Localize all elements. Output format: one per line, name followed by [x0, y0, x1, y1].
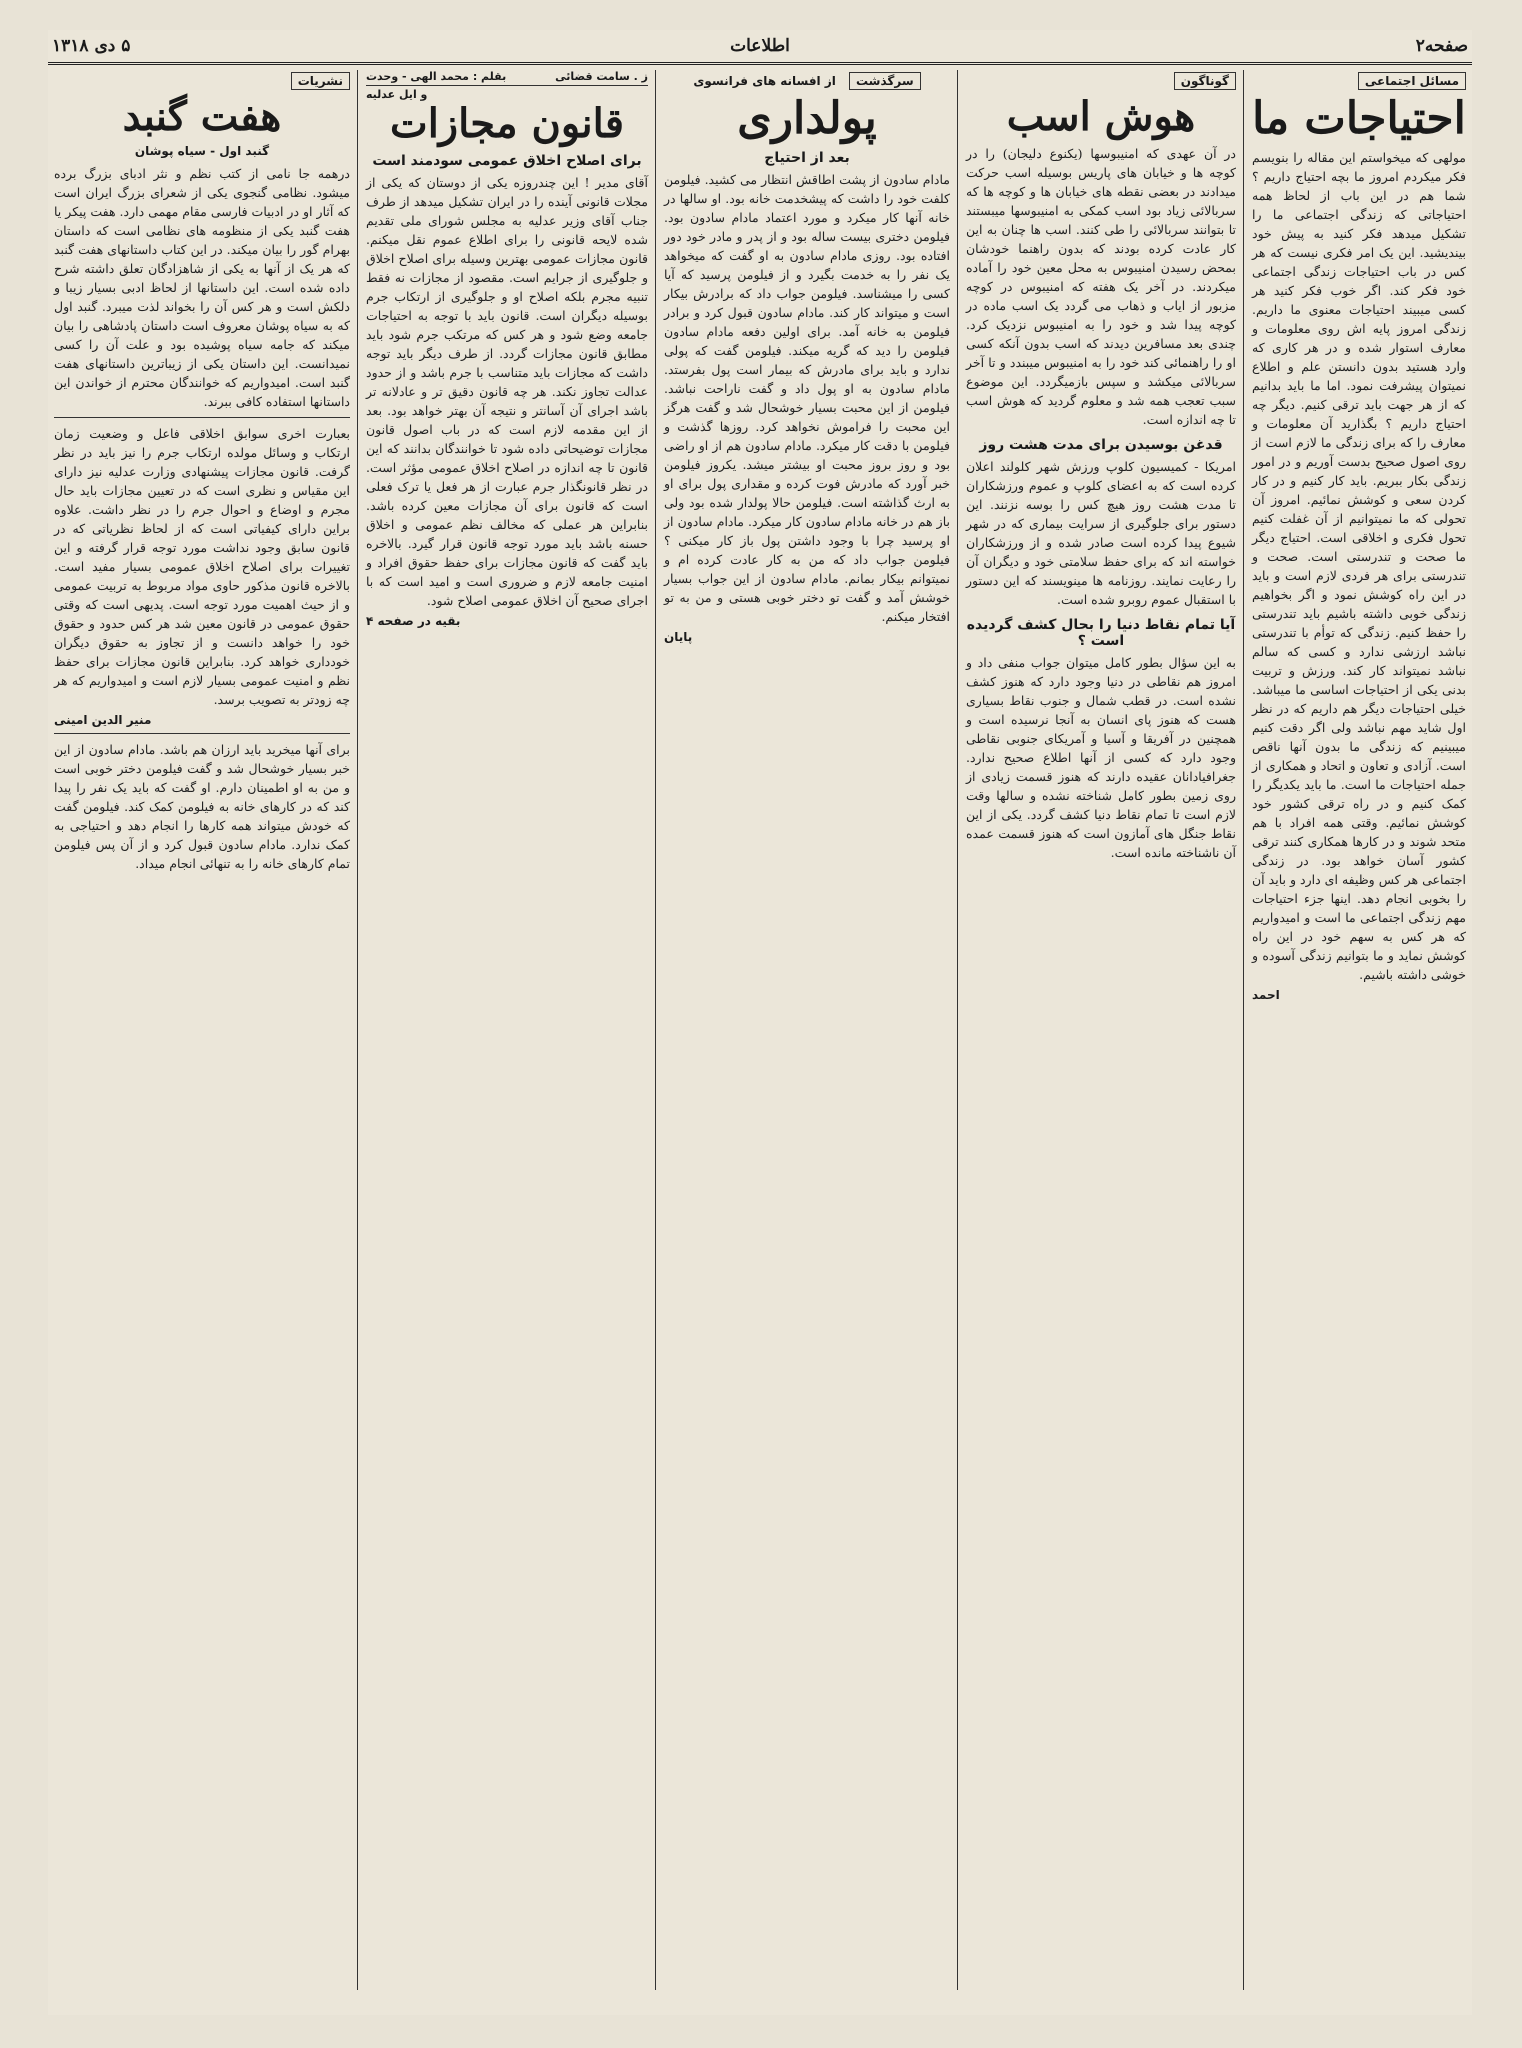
column-publications	[48, 70, 356, 1990]
article-headline: احتیاجات ما	[1252, 93, 1466, 144]
article-signature: منیر الدین امینی	[54, 713, 152, 727]
article-subhead: برای اصلاح اخلاق عمومی سودمند است	[372, 153, 642, 169]
article-headline: پولداری	[737, 93, 877, 144]
column-penal-code	[360, 70, 654, 1990]
article-footer: پایان	[664, 630, 693, 645]
article-body: آقای مدیر ! این چندروزه یکی از دوستان که یکی از مجلات قانونی آینده را در ایران تشکیل میدهد از طرف جناب آقای وزیر عدلیه به مجلس شورای ملی تقدیم شده لایحه قانونی را برای اطلاع عموم نقل میکنم. قانون مجازات عمومی بهترین وسیله برای اصلاح اخلاق و جلوگیری از جرایم است. مقصود از مجازات نه فقط تنبیه مجرم بلکه اصلاح او و جلوگیری از ارتکاب جرم بوسیله دیگران است. قانون باید با توجه به احتیاجات جامعه وضع شود و هر کس که مرتکب جرم شود باید مطابق قانون مجازات گردد. از طرف دیگر باید توجه داشت که مجازات باید متناسب با جرم باشد و از حدود عدالت تجاوز نکند. هر چه قانون دقیق تر و عادلانه تر باشد اجرای آن آسانتر و نتیجه آن بهتر خواهد بود. بعد از این مقدمه لازم است که در باب اصول قانون مجازات توضیحاتی داده شود تا خوانندگان بدانند که این قانون تا چه اندازه در اصلاح اخلاق عمومی مؤثر است. در نظر قانونگذار جرم عبارت از هر فعل یا ترک فعلی است که قانون برای آن مجازات معین کرده باشد. بنابراین هر عملی که مخالف نظم عمومی و اخلاق حسنه باشد باید مورد توجه قانون قرار گیرد. بالاخره باید گفت که قانون مجازات برای حفظ حقوق افراد و امنیت جامعه لازم و ضروری است و امید است که با اجرای صحیح آن اخلاق عمومی اصلاح شود.	[366, 175, 648, 608]
article-subhead: بعد از احتیاج	[764, 150, 850, 167]
article-headline: هوش اسب	[1006, 93, 1196, 140]
column-divider	[957, 70, 958, 1990]
article-body: مادام سادون از پشت اطاقش انتظار می کشید. فیلومن کلفت خود را داشت که پیشخدمت خانه بود. او سالها در خانه آنها کار میکرد و مورد اعتماد مادام سادون بود. فیلومن دختری بیست ساله بود و از پدر و مادر خود دور افتاده بود. روزی مادام سادون به او گفت که میخواهد یک نفر را به خدمت بگیرد و از فیلومن پرسید که آیا کسی را میشناسد. فیلومن جواب داد که برادرش بیکار است و میتواند کار کند. مادام سادون قبول کرد و برادر فیلومن به خانه آمد. برای اولین دفعه مادام سادون فیلومن را دید که گریه میکند. فیلومن گفت که پولی ندارد و باید برای مادرش که بیمار است پول بفرستد. مادام سادون به او پول داد و گفت ناراحت نباشد. فیلومن از این محبت بسیار خوشحال شد و گفت هرگز این محبت را فراموش نخواهد کرد. روزها گذشت و فیلومن با دقت کار میکرد. مادام سادون هم از او راضی بود و روز بروز محبت او بیشتر میشد. یکروز فیلومن خبر آورد که مادرش فوت کرده و مقداری پول برای او به ارث گذاشته است. فیلومن حالا پولدار شده بود ولی باز هم در خانه مادام سادون کار میکرد. مادام سادون از او پرسید چرا با وجود داشتن پول باز کار میکنی ؟ فیلومن جواب داد که من به کار عادت کرده ام و نمیتوانم بیکار بمانم. مادام سادون از این جواب بسیار خوشش آمد و گفت تو دختر خوبی هستی و من به تو افتخار میکنم.	[664, 172, 950, 625]
article-body: به این سؤال بطور کامل میتوان جواب منفی داد و امروز هم نقاطی در دنیا وجود دارد که هنوز کشف نشده است. در قطب شمال و جنوب نقاط بسیاری هست که هنوز پای انسان به آنجا نرسیده است و همچنین در آفریقا و آسیا و آمریکای جنوبی نقاطی وجود دارد که کسی از آنها اطلاع صحیح ندارد. جغرافیادانان عقیده دارند که هنوز قسمت زیادی از روی زمین بطور کامل شناخته نشده و سالها وقت لازم است تا تمام نقاط دنیا کشف گردد. یکی از این نقاط جنگل های آمازون است که هنوز قسمت عمده آن ناشناخته مانده است.	[966, 655, 1236, 860]
article-headline: هفت گنبد	[122, 93, 282, 140]
page-label: صفحه۲	[1415, 36, 1468, 56]
article-signature: احمد	[1252, 988, 1280, 1003]
column-divider	[655, 70, 656, 1990]
article-subhead: قدغن بوسیدن برای مدت هشت روز	[979, 437, 1223, 453]
column-social-issues	[1246, 70, 1472, 1990]
article-body: در آن عهدی که امنیبوسها (یکنوع دلیجان) را در کوچه ها و خیابان های پاریس بوسیله اسب حرکت میدادند در بعضی نقطه های خیابان ها و کوچه ها که سربالائی زیاد بود اسب کمکی به امنیبوسها میبستند تا بتوانند سربالائی را طی کنند. اسب ها چنان به این کار عادت کرده بودند که بدون راهنما خودشان بمحض رسیدن امنیبوس به محل معین خود را آماده میکردند. در آخر یک هفته که امنیبوس در کوچه مزبور از ایاب و ذهاب می گردد یک اسب ماده در کوچه پیدا شد و خود را به امنیبوس نزدیک کرد. چندی بعد مسافرین دیدند که اسب بدون آنکه کسی او را راهنمائی کند خود را به امنیبوس میبندد و تا آخر سربالائی میکشد و سپس بازمیگردد. این موضوع سبب تعجب همه شد و معلوم گردید که هوش اسب تا چه اندازه است.	[966, 146, 1236, 427]
section-kicker: سرگذشت	[849, 72, 921, 90]
paper-name: اطلاعات	[730, 36, 790, 56]
continuation-note: بقیه در صفحه ۴	[366, 614, 461, 628]
section-kicker: گوناگون	[1174, 72, 1236, 90]
newspaper-page	[48, 30, 1472, 2015]
column-story	[658, 70, 956, 1990]
kicker-right: ز . سامت قضائی	[555, 70, 648, 83]
article-body: مولهی که میخواستم این مقاله را بنویسم فکر میکردم امروز ما بچه احتیاج داریم ؟ شما هم در این باب از لحاظ همه احتیاجاتی که زندگی اجتماعی ما را تشکیل میدهد فکر کنید به پیش خود بیندیشید. این یک امر فکری نیست که هر کس در باب احتیاجات زندگی اجتماعی خود فکر کند. اگر خوب فکر کنید هر کسی میبیند احتیاجات معنوی ما داریم. زندگی امروز پایه اش روی معلومات و معارف استوار شده و در هر کاری که وارد هستید بدون دانستن علم و اطلاع نمیتوان پیشرفت نمود. اما ما باید بدانیم که از هر جهت باید ترقی کنیم. دیگر چه احتیاج داریم ؟ بگذارید آن معلومات و معارف را که برای زندگی ما لازم است از روی اصول صحیح بدست آوریم و در امور زندگی بکار ببریم. باید کار کنیم و در کار کردن سعی و کوشش نمائیم. امروز آن تحولی که ما نمیتوانیم از آن غفلت کنیم تحول فکری و اخلاقی است. احتیاج دیگر ما صحت و تندرستی است. صحت و تندرستی برای هر فردی لازم است و باید در این راه کوشش نمود و اگر بخواهیم زندگی خوبی داشته باشیم باید تندرستی را حفظ کنیم. زندگی که توأم با تندرستی نباشد ارزشی ندارد و کسی که سالم نباشد نمیتواند کار کند. ورزش و تربیت بدنی یکی از احتیاجات اساسی ما میباشد. خیلی احتیاجات دیگر هم داریم که در نظر اول شاید مهم نباشد ولی اگر دقت کنیم میبینیم که زندگی ما بدون آنها ناقص است. آزادی و تعاون و اتحاد و همکاری از جمله احتیاجات ما است. ما باید یکدیگر را کمک کنیم و در راه ترقی کشور خود کوشش نمائیم. وقتی همه افراد با هم متحد شوند و در کارها همکاری کنند ترقی کشور آسان خواهد بود. در زندگی اجتماعی هر کس وظیفه ای دارد و باید آن را بخوبی انجام دهد. اینها جزء احتیاجات مهم زندگی اجتماعی ما است و امیدواریم که هر کس به سهم خود در این راه کوشش نماید و ما بتوانیم زندگی آسوده و خوشی داشته باشیم.	[1252, 150, 1466, 983]
section-divider	[54, 417, 350, 418]
section-kicker: مسائل اجتماعی	[1358, 72, 1466, 90]
kicker-left: بقلم : محمد الهی - وحدت	[366, 70, 507, 83]
column-divider	[1243, 70, 1244, 1990]
kicker-sub: و ایل عدلیه	[366, 88, 428, 101]
masthead	[48, 30, 1472, 65]
column-miscellaneous	[960, 70, 1242, 1990]
article-byline: گنبد اول - سیاه پوشان	[134, 144, 270, 158]
column-divider	[357, 70, 358, 1990]
article-headline: قانون مجازات	[390, 100, 624, 147]
series-label: از افسانه های فرانسوی	[693, 74, 836, 88]
section-kicker: نشریات	[291, 72, 350, 90]
article-body: برای آنها میخرید باید ارزان هم باشد. مادام سادون از این خبر بسیار خوشحال شد و گفت فیلومن دختر خوبی است و من به او اطمینان دارم. او گفت که باید یک نفر را پیدا کند که در کارهای خانه به فیلومن کمک کند. فیلومن گفت که خودش میتواند همه کارها را انجام دهد و احتیاجی به کمک ندارد. مادام سادون قبول کرد و از آن پس فیلومن تمام کارهای خانه را به تنهائی انجام میداد.	[54, 742, 350, 871]
article-body: امریکا - کمیسیون کلوپ ورزش شهر کلولند اعلان کرده است که به اعضای کلوپ و عموم ورزشکاران تا مدت هشت روز هیچ کس را بوسه نزنند. این دستور برای جلوگیری از سرایت بیماری که در شهر شیوع پیدا کرده است صادر شده و از ورزشکاران خواسته اند که برای حفظ سلامتی خود و دیگران آن را رعایت نمایند. روزنامه ها مینویسند که این دستور با استقبال عموم روبرو شده است.	[966, 459, 1236, 607]
section-divider	[54, 733, 350, 734]
issue-date: ۵ دی ۱۳۱۸	[52, 36, 131, 56]
article-subhead: آیا تمام نقاط دنیا را بحال کشف گردیده است ؟	[966, 617, 1236, 649]
article-body: درهمه جا نامی از کتب نظم و نثر ادبای بزرگ برده میشود. نظامی گنجوی یکی از شعرای بزرگ ایران است که آثار او در ادبیات فارسی مقام مهمی دارد. هفت پیکر یا هفت گنبد یکی از منظومه های نظامی است که داستان بهرام گور را بیان میکند. در این کتاب داستانهای هفت گنبد که هر یک از آنها به یکی از شاهزادگان تعلق داشته شرح داده شده است. این داستانها از لحاظ ادبی بسیار زیبا و دلکش است و هر کس آن را بخواند لذت میبرد. گنبد اول که به سیاه پوشان معروف است داستان پادشاهی را بیان میکند که جامه سیاه پوشیده بود و علت آن را کسی نمیدانست. این داستان یکی از زیباترین داستانهای هفت گنبد است. امیدواریم که خوانندگان محترم از خواندن این داستانها استفاده کافی ببرند.	[54, 166, 350, 409]
article-body: بعبارت اخری سوابق اخلاقی فاعل و وضعیت زمان ارتکاب و وسائل مولده ارتکاب جرم را نیز باید در نظر گرفت. قانون مجازات پیشنهادی وزارت عدلیه نیز دارای این مقیاس و نظری است که در تعیین مجازات باید حال مجرم و اوضاع و احوال جرم را در نظر داشت. علاوه براین دارای کیفیاتی است که از لحاظ نظریاتی که در قانون سابق وجود نداشت مورد توجه قرار گرفته و این تغییرات برای اصلاح اخلاق عمومی بسیار مفید است. بالاخره قانون مذکور حاوی مواد مربوط به تربیت عمومی و از حیث اهمیت مورد توجه است. پدیهی است که وقتی حقوق عمومی در قانون معین شد هر کس حدود و حقوق خود را خواهد دانست و از تجاوز به حقوق دیگران خودداری خواهد کرد. بنابراین قانون مجازات برای حفظ نظم و امنیت عمومی بسیار لازم است و امیدواریم که هر چه زودتر به تصویب برسد.	[54, 426, 350, 707]
